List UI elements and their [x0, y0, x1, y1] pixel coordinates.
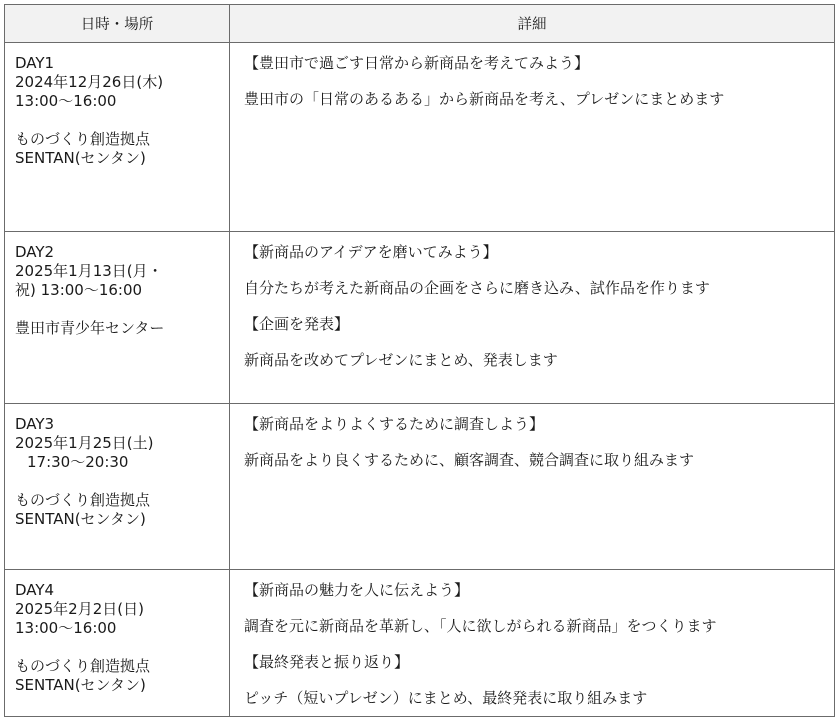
venue-name: ものづくり創造拠点 — [15, 491, 151, 509]
session-title: 【企画を発表】 — [244, 315, 350, 333]
day-label: DAY4 — [15, 581, 55, 599]
session-title: 【最終発表と振り返り】 — [244, 653, 410, 671]
table-row — [5, 570, 835, 717]
datetime-location-cell — [5, 232, 230, 404]
schedule-table — [4, 4, 835, 717]
session-description: 自分たちが考えた新商品の企画をさらに磨き込み、試作品を作ります — [244, 279, 710, 297]
venue-name: ものづくり創造拠点 — [15, 657, 151, 675]
time-line: 13:00～16:00 — [15, 92, 117, 110]
session-title: 【新商品のアイデアを磨いてみよう】 — [244, 243, 498, 261]
date-line: 2025年1月25日(土) — [15, 434, 154, 452]
session-title: 【新商品をよりよくするために調査しよう】 — [244, 415, 545, 433]
details-cell — [230, 570, 835, 717]
venue-name: ものづくり創造拠点 — [15, 130, 151, 148]
day-label: DAY1 — [15, 54, 55, 72]
header-details: 詳細 — [230, 5, 835, 43]
session-title: 【新商品の魅力を人に伝えよう】 — [244, 581, 470, 599]
venue-subname: SENTAN(センタン) — [15, 676, 146, 694]
table-row — [5, 43, 835, 232]
venue-subname: SENTAN(センタン) — [15, 149, 146, 167]
datetime-location-cell — [5, 43, 230, 232]
date-line: 2025年2月2日(日) — [15, 600, 144, 618]
table-row — [5, 232, 835, 404]
session-description: 豊田市の「日常のあるある」から新商品を考え、プレゼンにまとめます — [244, 90, 725, 108]
date-line: 2024年12月26日(木) — [15, 73, 164, 91]
details-cell — [230, 43, 835, 232]
venue-subname: SENTAN(センタン) — [15, 510, 146, 528]
datetime-location-cell — [5, 570, 230, 717]
datetime-location-cell — [5, 404, 230, 570]
details-cell — [230, 232, 835, 404]
session-description: 新商品をより良くするために、顧客調査、競合調査に取り組みます — [244, 451, 695, 469]
time-line: 13:00～16:00 — [15, 619, 117, 637]
time-line: 17:30～20:30 — [27, 453, 129, 471]
table-header-row — [5, 5, 835, 43]
session-title: 【豊田市で過ごす日常から新商品を考えてみよう】 — [244, 54, 590, 72]
details-cell — [230, 404, 835, 570]
session-description: ピッチ（短いプレゼン）にまとめ、最終発表に取り組みます — [244, 689, 648, 707]
table-row — [5, 404, 835, 570]
venue-name: 豊田市青少年センター — [15, 319, 165, 337]
header-datetime-location: 日時・場所 — [5, 5, 230, 43]
date-line: 2025年1月13日(月・ — [15, 262, 163, 280]
session-description: 調査を元に新商品を革新し、「人に欲しがられる新商品」をつくります — [244, 617, 717, 635]
day-label: DAY3 — [15, 415, 55, 433]
day-label: DAY2 — [15, 243, 55, 261]
time-line: 祝) 13:00～16:00 — [15, 281, 143, 299]
session-description: 新商品を改めてプレゼンにまとめ、発表します — [244, 351, 558, 369]
